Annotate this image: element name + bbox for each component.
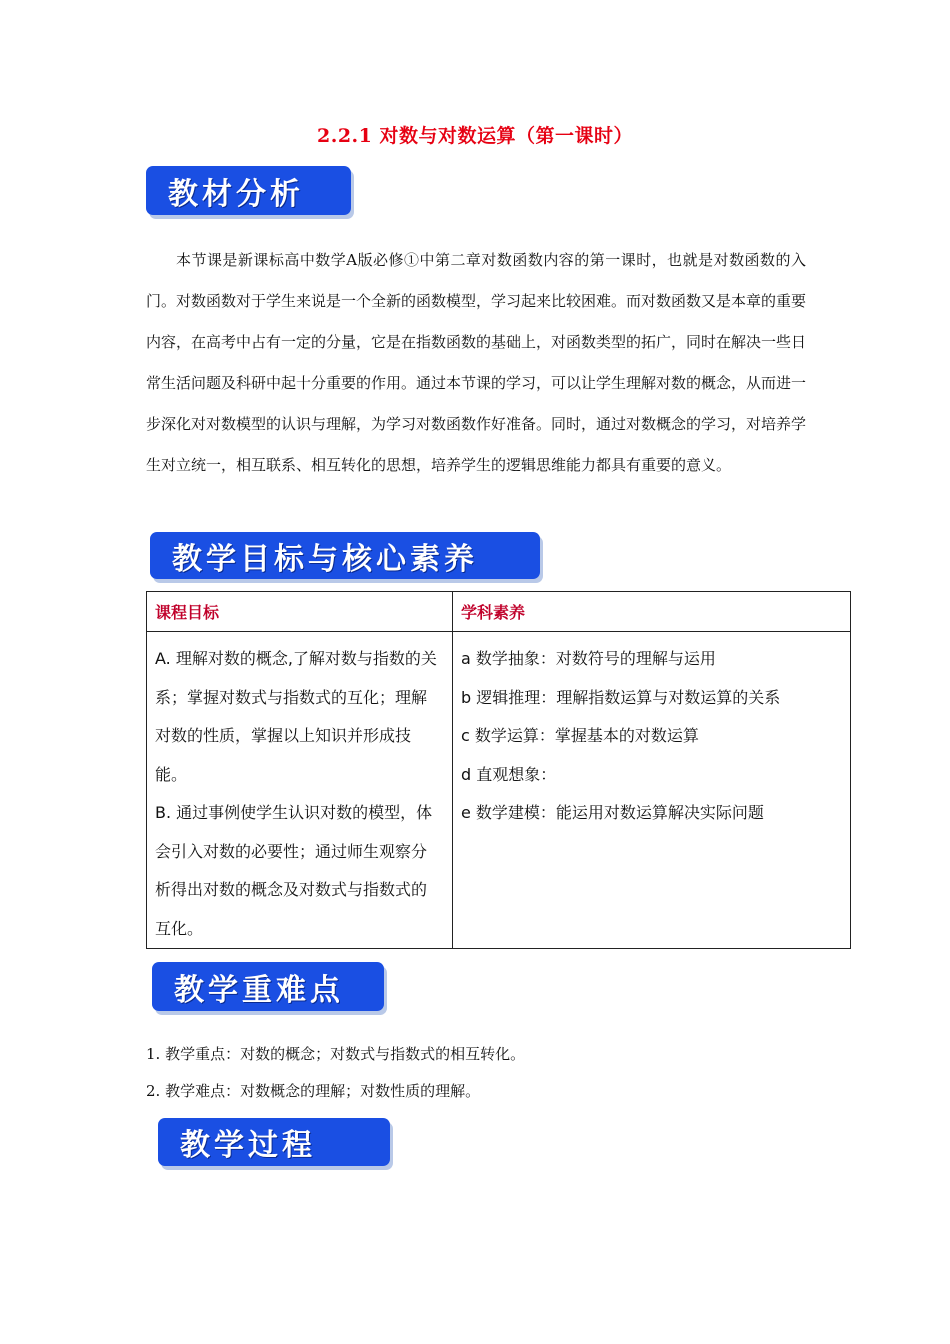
section-banner-analysis: 教材分析 <box>146 166 351 215</box>
course-goal-b: B. 通过事例使学生认识对数的模型，体会引入对数的必要性；通过师生观察分析得出对数的概念及对数式与指数式的互化。 <box>155 803 433 938</box>
table-row <box>147 632 851 949</box>
header-literacy: 学科素养 <box>453 592 851 632</box>
page-title: 2.2.1 对数与对数运算（第一课时） <box>316 125 633 147</box>
literacy-item-a: a 数学抽象：对数符号的理解与运用 <box>461 649 716 668</box>
header-course-goals: 课程目标 <box>147 592 453 632</box>
table-header-row <box>147 592 851 632</box>
goals-table <box>146 591 851 949</box>
keypoint-difficulty: 2. 教学难点：对数概念的理解；对数性质的理解。 <box>146 1082 481 1100</box>
literacy-item-e: e 数学建模：能运用对数运算解决实际问题 <box>461 803 764 822</box>
keypoint-focus: 1. 教学重点：对数的概念；对数式与指数式的相互转化。 <box>146 1045 526 1063</box>
course-goal-a: A. 理解对数的概念,了解对数与指数的关系；掌握对数式与指数式的互化；理解对数的性质，掌握以上知识并形成技能。 <box>155 649 437 784</box>
section-banner-keypoints: 教学重难点 <box>152 962 384 1011</box>
literacy-item-c: c 数学运算：掌握基本的对数运算 <box>461 726 699 745</box>
literacy-item-b: b 逻辑推理：理解指数运算与对数运算的关系 <box>461 687 781 707</box>
literacy-cell <box>453 632 851 949</box>
literacy-item-d: d 直观想象： <box>461 764 557 784</box>
section-banner-process: 教学过程 <box>158 1118 390 1166</box>
section-banner-goals: 教学目标与核心素养 <box>150 532 540 579</box>
analysis-paragraph: 本节课是新课标高中数学A版必修①中第二章对数函数内容的第一课时，也就是对数函数的入门。对数函数对于学生来说是一个全新的函数模型，学习起来比较困难。而对数函数又是本章的重要内容，在高考中占有一定的分量，它是在指数函数的基础上，对函数类型的拓广，同时在解决一些日常生活问题及科研中起十分重要的作用。通过本节课的学习，可以让学生理解对数的概念，从而进一步深化对对数模型的认识与理解，为学习对数函数作好准备。同时，通过对数概念的学习，对培养学生对立统一，相互联系、相互转化的思想，培养学生的逻辑思维能力都具有重要的意义。 <box>146 251 807 474</box>
course-goals-cell <box>147 632 453 949</box>
